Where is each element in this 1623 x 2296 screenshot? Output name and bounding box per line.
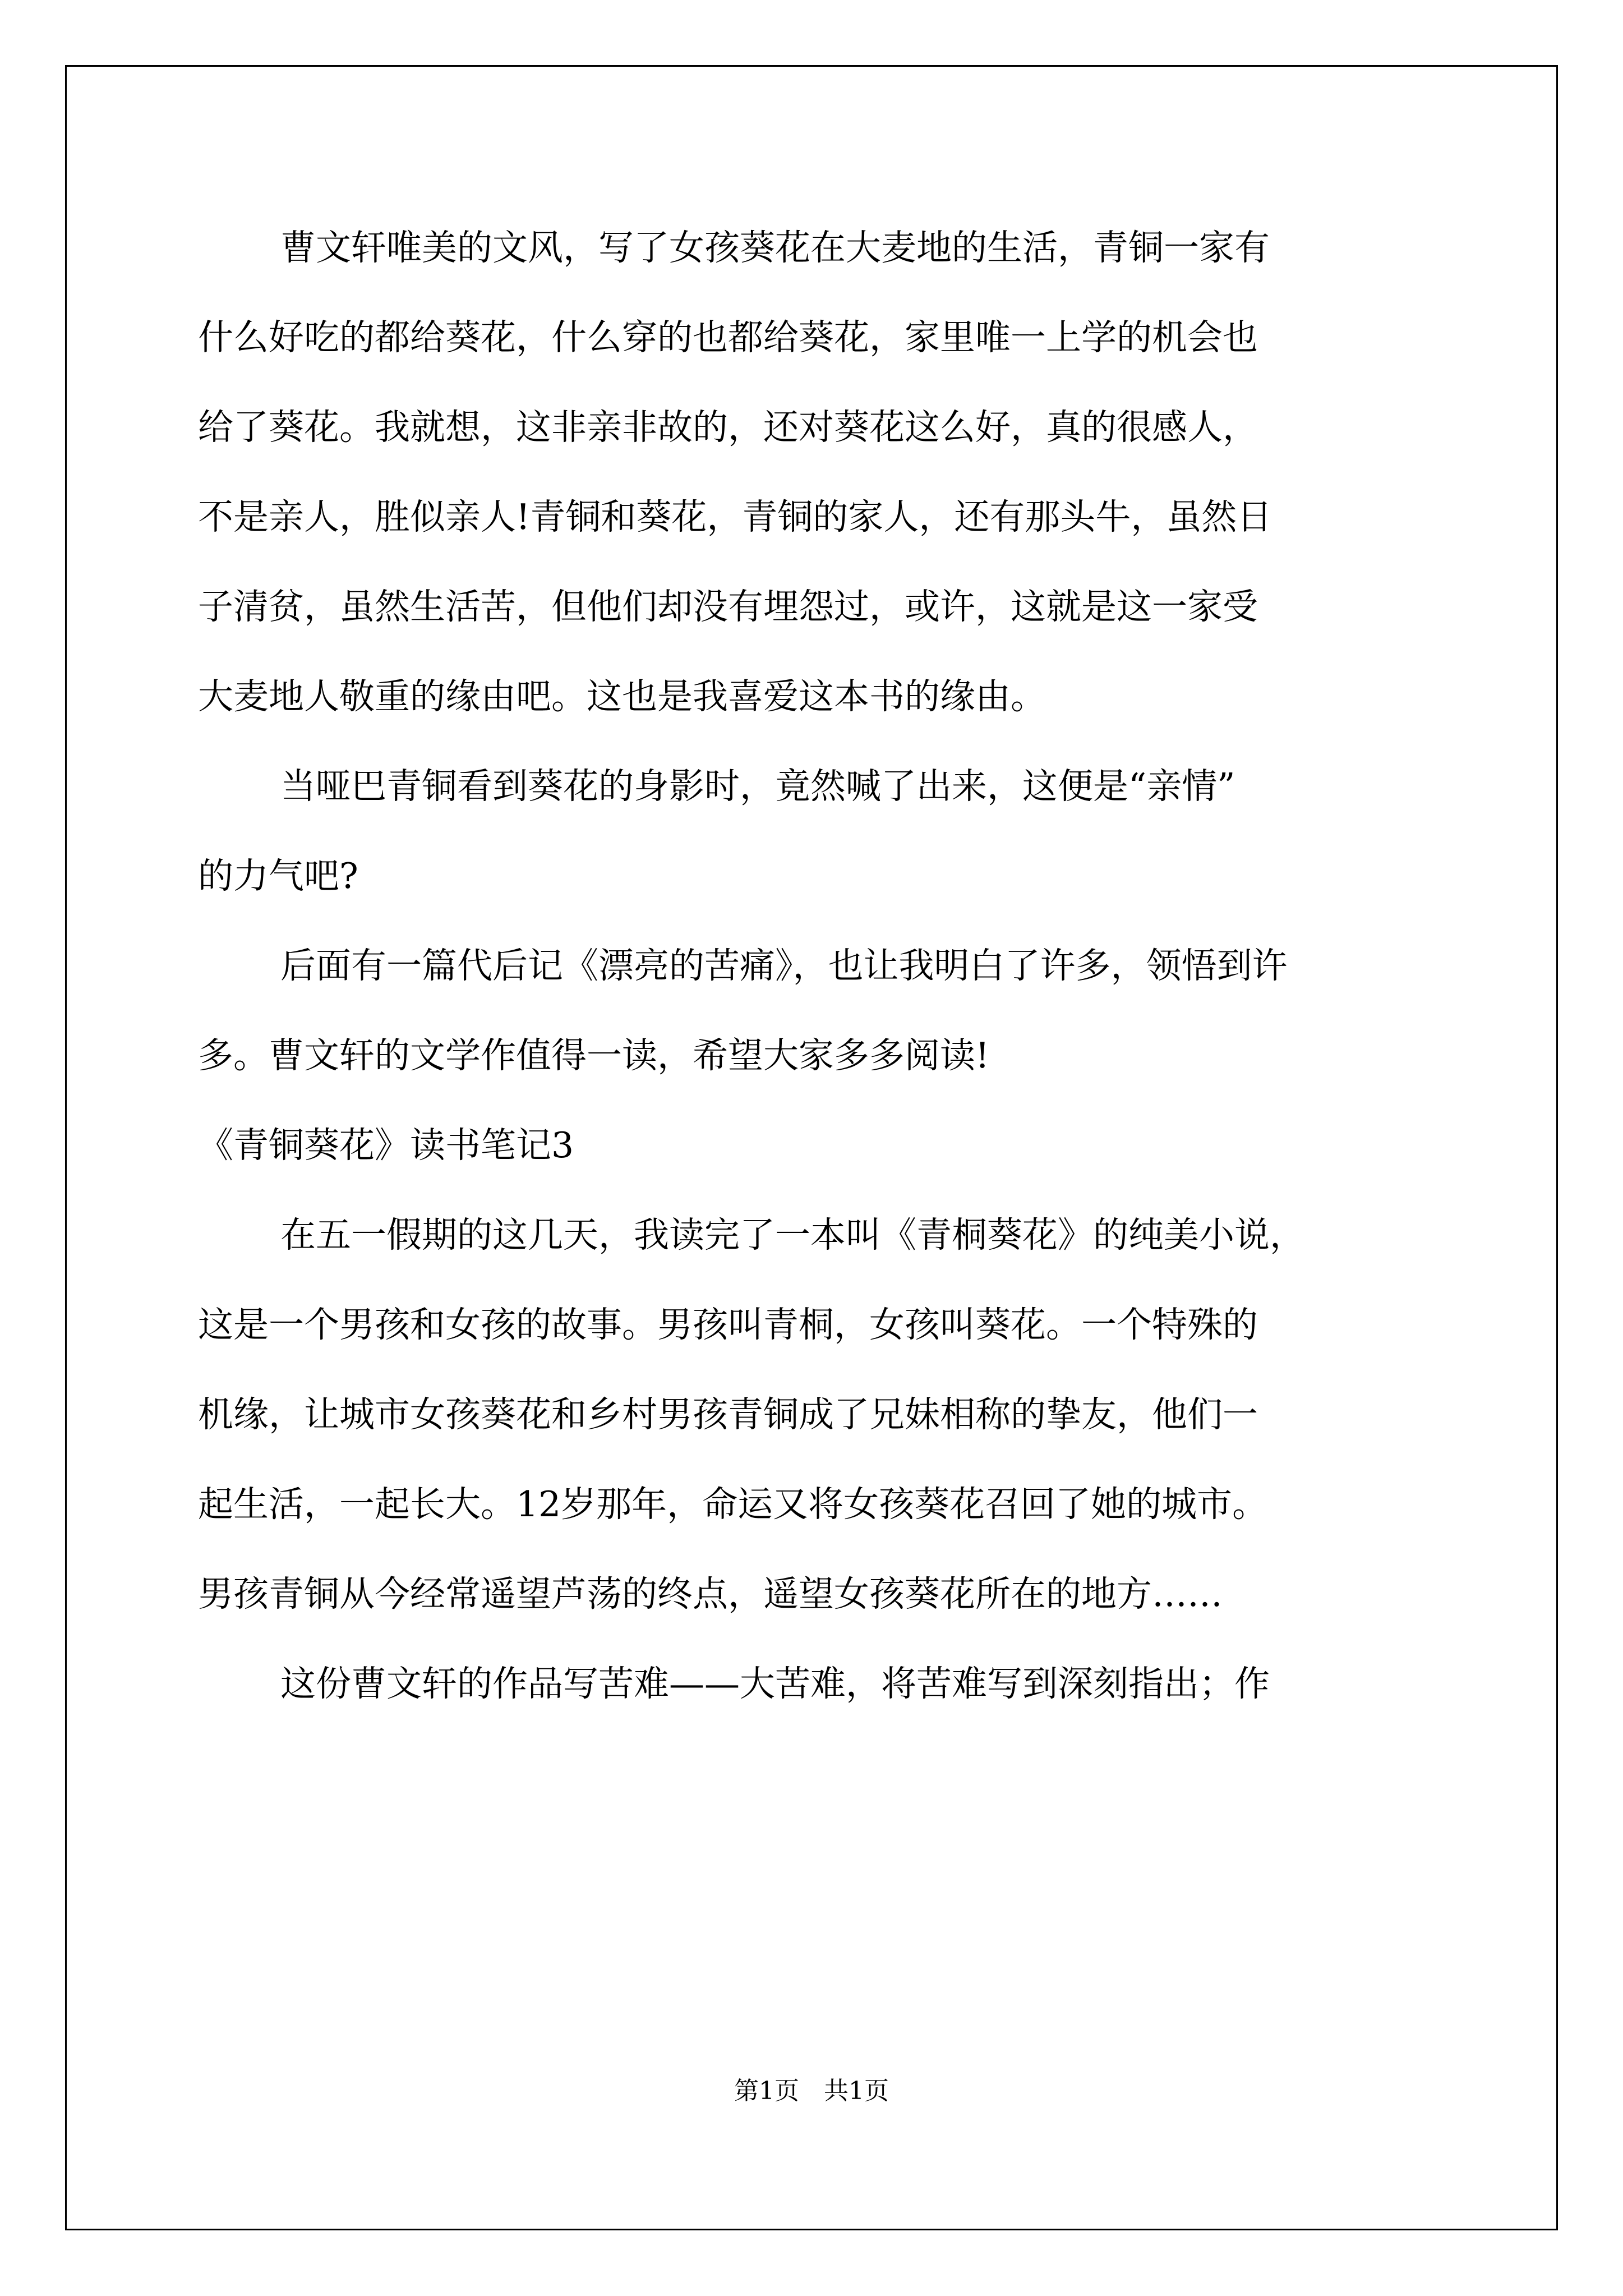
paragraph-line: 在五一假期的这几天，我读完了一本叫《青桐葵花》的纯美小说，: [280, 1214, 1305, 1255]
paragraph-line: 给了葵花。我就想，这非亲非故的，还对葵花这么好，真的很感人，: [198, 407, 1258, 448]
paragraph-line: 机缘，让城市女孩葵花和乡村男孩青铜成了兄妹相称的挚友，他们一: [198, 1394, 1258, 1435]
paragraph-line: 大麦地人敬重的缘由吧。这也是我喜爱这本书的缘由。: [198, 676, 1046, 717]
paragraph-line: 男孩青铜从今经常遥望芦荡的终点，遥望女孩葵花所在的地方……: [198, 1573, 1223, 1614]
paragraph-line: 这是一个男孩和女孩的故事。男孩叫青桐，女孩叫葵花。一个特殊的: [198, 1304, 1258, 1345]
paragraph-line: 当哑巴青铜看到葵花的身影时，竟然喊了出来，这便是“亲情”: [280, 766, 1235, 807]
paragraph-line: 后面有一篇代后记《漂亮的苦痛》，也让我明白了许多，领悟到许: [280, 945, 1288, 986]
paragraph-line: 曹文轩唯美的文风，写了女孩葵花在大麦地的生活，青铜一家有: [280, 227, 1270, 268]
paragraph-line: 什么好吃的都给葵花，什么穿的也都给葵花，家里唯一上学的机会也: [198, 317, 1258, 358]
paragraph-line: 多。曹文轩的文学作值得一读，希望大家多多阅读!: [198, 1035, 990, 1076]
section-heading: 《青铜葵花》读书笔记3: [198, 1125, 574, 1166]
page-number: 第1页 共1页: [734, 2077, 889, 2105]
paragraph-line: 这份曹文轩的作品写苦难——大苦难，将苦难写到深刻指出；作: [280, 1663, 1270, 1704]
paragraph-line: 不是亲人，胜似亲人!青铜和葵花，青铜的家人，还有那头牛，虽然日: [198, 496, 1272, 537]
paragraph-line: 的力气吧?: [198, 855, 358, 896]
paragraph-line: 起生活，一起长大。12岁那年，命运又将女孩葵花召回了她的城市。: [198, 1484, 1268, 1525]
paragraph-line: 子清贫，虽然生活苦，但他们却没有埋怨过，或许，这就是这一家受: [198, 586, 1258, 627]
